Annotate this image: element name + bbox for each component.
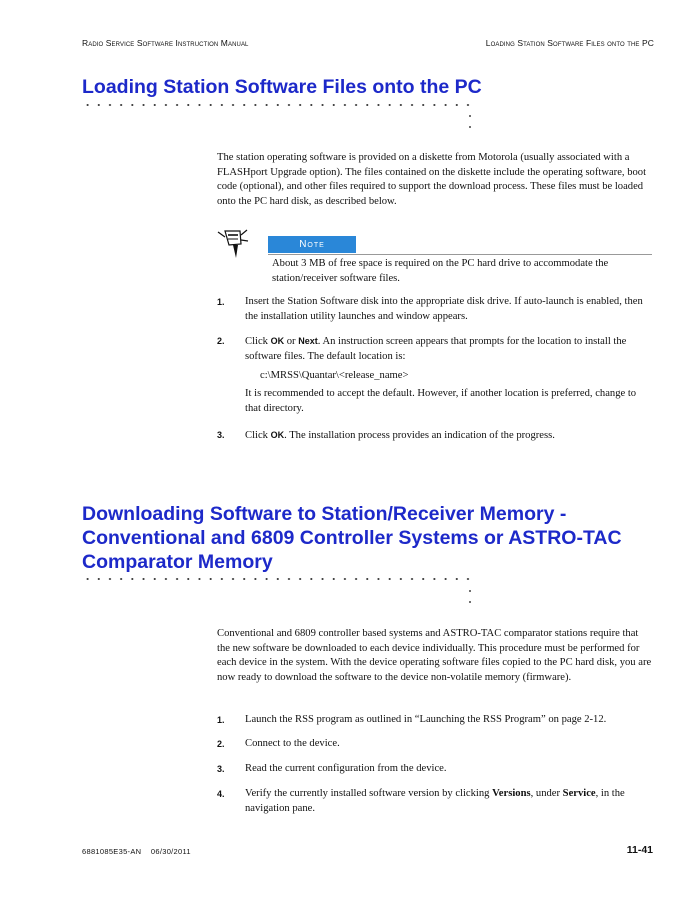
- dotted-rule-tail: [469, 601, 471, 603]
- step-text-part: Verify the currently installed software version by clicking: [245, 788, 493, 799]
- section-title-line: Downloading Software to Station/Receiver Memory -: [82, 503, 567, 525]
- dotted-rule-tail: [469, 590, 471, 592]
- step-number: 3.: [217, 764, 225, 774]
- service-label: Service: [562, 788, 596, 799]
- section-title-line: Conventional and 6809 Controller Systems or ASTRO-TAC: [82, 527, 622, 549]
- ok-label: OK: [270, 336, 285, 346]
- ok-label: OK: [270, 430, 285, 440]
- versions-label: Versions: [492, 788, 531, 799]
- step-text: Insert the Station Software disk into the appropriate disk drive. If auto-launch is enabled, then the installation utility launches and window appears.: [245, 296, 643, 322]
- step-number: 3.: [217, 430, 225, 440]
- step-text: Read the current configuration from the device.: [245, 763, 447, 774]
- section-title-line: Comparator Memory: [82, 551, 273, 573]
- step-number: 2.: [217, 336, 225, 346]
- note-text: About 3 MB of free space is required on the PC hard drive to accommodate the station/receiver software files.: [272, 258, 609, 284]
- note-divider: [268, 254, 652, 255]
- footer-page-number: 11-41: [626, 844, 653, 856]
- note-label: Note: [268, 236, 356, 253]
- step-number: 1.: [217, 297, 225, 307]
- dotted-rule: [82, 578, 474, 580]
- running-header-right: Loading Station Software Files onto the PC: [485, 38, 654, 48]
- footer-doc-id: 6881085E35-AN 06/30/2011: [82, 847, 191, 856]
- step-text-part: Click: [245, 336, 271, 347]
- step-followup: It is recommended to accept the default. However, if another location is preferred, change to that directory.: [245, 388, 637, 414]
- step-text: Connect to the device.: [245, 738, 340, 749]
- section2-intro: Conventional and 6809 controller based systems and ASTRO-TAC comparator stations require that the new software be downloaded to each device individually. This procedure must be performed for each device in the system. With the device operating software files copied to the PC hard disk, you are now ready to download the software to the device non-volatile memory (firmware).: [217, 628, 652, 683]
- dotted-rule-tail: [469, 126, 471, 128]
- step-text-part: , in the navigation pane.: [245, 788, 625, 814]
- step-text: [245, 334, 653, 364]
- step-text: [245, 428, 653, 444]
- step-text: Launch the RSS program as outlined in “Launching the RSS Program” on page 2-12.: [245, 714, 607, 725]
- step-number: 1.: [217, 715, 225, 725]
- section-title-loading: Loading Station Software Files onto the PC: [82, 76, 482, 98]
- step-number: 4.: [217, 789, 225, 799]
- running-header-left: Radio Service Software Instruction Manual: [82, 38, 249, 48]
- section1-intro: The station operating software is provided on a diskette from Motorola (usually associated with a FLASHport Upgrade option). The files contained on the diskette include the operating software, boot code (optional), and other files required to support the download process. These files must be loaded onto the PC hard disk, as described below.: [217, 152, 647, 207]
- install-path: c:\MRSS\Quantar\<release_name>: [260, 370, 409, 381]
- step-text-part: Click: [245, 430, 271, 441]
- dotted-rule: [82, 104, 474, 106]
- next-label: Next: [298, 336, 318, 346]
- step-text-part: . An instruction screen appears that prompts for the location to install the software files. The default location is:: [245, 336, 627, 362]
- step-text-part: , under: [530, 788, 563, 799]
- step-text: [245, 787, 653, 816]
- step-text-part: or: [284, 336, 299, 347]
- dotted-rule-tail: [469, 115, 471, 117]
- step-number: 2.: [217, 739, 225, 749]
- section-title-downloading: [82, 502, 662, 574]
- note-pencil-icon: [216, 226, 256, 265]
- step-text-part: . The installation process provides an indication of the progress.: [284, 430, 555, 441]
